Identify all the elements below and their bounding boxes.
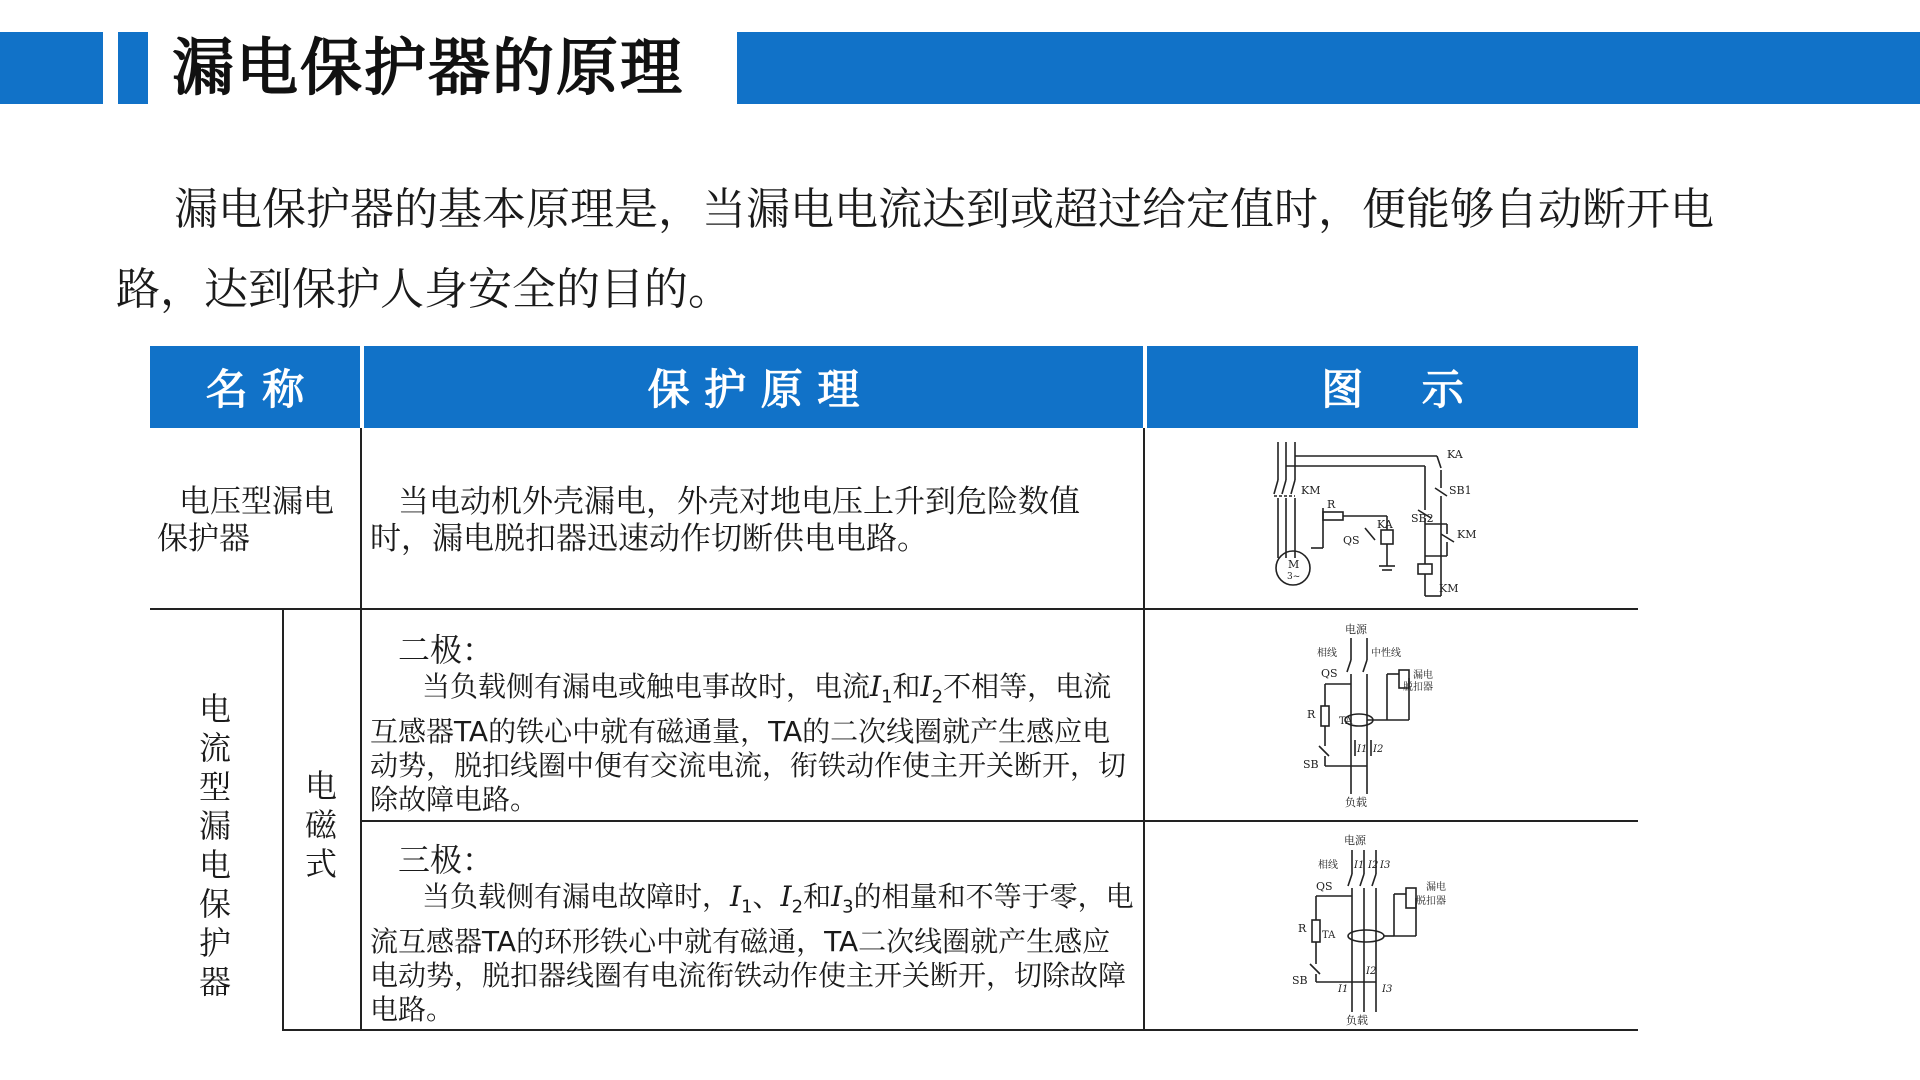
label-i1: I1 xyxy=(1357,744,1368,755)
label-ta: TA xyxy=(1339,716,1353,727)
label-sb1: SB1 xyxy=(1449,484,1472,497)
label-r: R xyxy=(1307,708,1316,721)
intro-paragraph: 漏电保护器的基本原理是，当漏电电流达到或超过给定值时，便能够自动断开电路，达到保护人身安全的目的。 xyxy=(116,184,1714,315)
label-load: 负载 xyxy=(1346,1014,1368,1026)
label-motor: M xyxy=(1288,558,1300,571)
col-divider-2 xyxy=(1143,428,1145,1030)
label-i2-bottom: I2 xyxy=(1366,966,1377,977)
label-i3-bottom: I3 xyxy=(1382,984,1393,995)
label-i1-bottom: I1 xyxy=(1338,984,1349,995)
label-qs: QS xyxy=(1321,667,1338,680)
row-divider-bottom xyxy=(282,1029,1638,1031)
label-phase: 相线 xyxy=(1318,860,1338,871)
label-r: R xyxy=(1327,498,1336,511)
label-phase: 相线 xyxy=(1317,648,1337,659)
cell-voltage-principle: 当电动机外壳漏电，外壳对地电压上升到危险数值时，漏电脱扣器迅速动作切断供电电路。 xyxy=(370,484,1080,557)
label-sb: SB xyxy=(1303,758,1319,771)
header-figure: 图 示 xyxy=(1147,346,1638,428)
three-pole-body: 当负载侧有漏电故障时，$I_1$、$I_2$和$I_3$的相量和不等于零，电流互感器TA的环形铁心中就有磁通，TA二次线圈就产生感应电动势，脱扣器线圈有电流衔铁动作使主开关断开，切除故障电路。 xyxy=(370,880,1134,1026)
header-principle: 保 护 原 理 xyxy=(364,346,1143,428)
header-name: 名 称 xyxy=(150,346,360,428)
three-pole-diagram xyxy=(1282,832,1482,1026)
two-pole-diagram xyxy=(1295,622,1485,808)
label-r: R xyxy=(1298,922,1307,935)
row-divider-2 xyxy=(360,820,1638,822)
label-sb: SB xyxy=(1292,974,1308,987)
title-band-accent xyxy=(118,32,148,104)
label-load: 负载 xyxy=(1345,796,1367,808)
voltage-type-diagram xyxy=(1265,438,1495,606)
label-trip2: 脱扣器 xyxy=(1403,682,1433,693)
three-pole-heading: 三极： xyxy=(398,841,495,879)
label-i1: I1 xyxy=(1354,860,1365,871)
title-band-left xyxy=(0,32,103,104)
label-km-coil: KM xyxy=(1439,582,1459,595)
title-band-right xyxy=(737,32,1920,104)
cell-three-pole-principle xyxy=(370,840,1134,1027)
label-km-switch: KM xyxy=(1301,484,1321,497)
col-divider-1 xyxy=(360,428,362,1030)
cell-voltage-name: 电压型漏电保护器 xyxy=(157,484,334,557)
label-i3: I3 xyxy=(1380,860,1391,871)
label-neutral: 中性线 xyxy=(1371,648,1401,659)
label-source: 电源 xyxy=(1345,623,1367,636)
label-i2: I2 xyxy=(1373,744,1384,755)
label-ka-top: KA xyxy=(1447,448,1463,461)
label-trip: 漏电 xyxy=(1426,882,1446,893)
label-ta: TA xyxy=(1322,930,1336,941)
two-pole-body: 当负载侧有漏电或触电事故时，电流$I_1$和$I_2$不相等，电流互感器TA的铁心中就有磁通量，TA的二次线圈就产生感应电动势，脱扣线圈中便有交流电流，衔铁动作使主开关断开，切除故障电路。 xyxy=(370,670,1127,816)
label-i2: I2 xyxy=(1368,860,1379,871)
label-ka-coil: KA xyxy=(1377,518,1393,531)
cell-two-pole-principle xyxy=(370,630,1134,817)
sub-col-divider xyxy=(282,610,284,1030)
label-trip2: 脱扣器 xyxy=(1416,896,1446,907)
label-trip: 漏电 xyxy=(1413,670,1433,681)
page-title: 漏电保护器的原理 xyxy=(172,31,685,104)
two-pole-heading: 二极： xyxy=(398,631,495,669)
label-qs: QS xyxy=(1343,534,1360,547)
label-km-contact: KM xyxy=(1457,528,1477,541)
label-motor-sub: 3~ xyxy=(1287,572,1301,582)
label-qs: QS xyxy=(1316,880,1333,893)
cell-current-group-name: 电流型漏电保护器 xyxy=(198,690,231,1001)
label-source: 电源 xyxy=(1344,834,1366,847)
row-divider-1 xyxy=(150,608,1638,610)
label-sb2: SB2 xyxy=(1411,512,1434,525)
cell-current-sub-name: 电磁式 xyxy=(304,767,337,883)
